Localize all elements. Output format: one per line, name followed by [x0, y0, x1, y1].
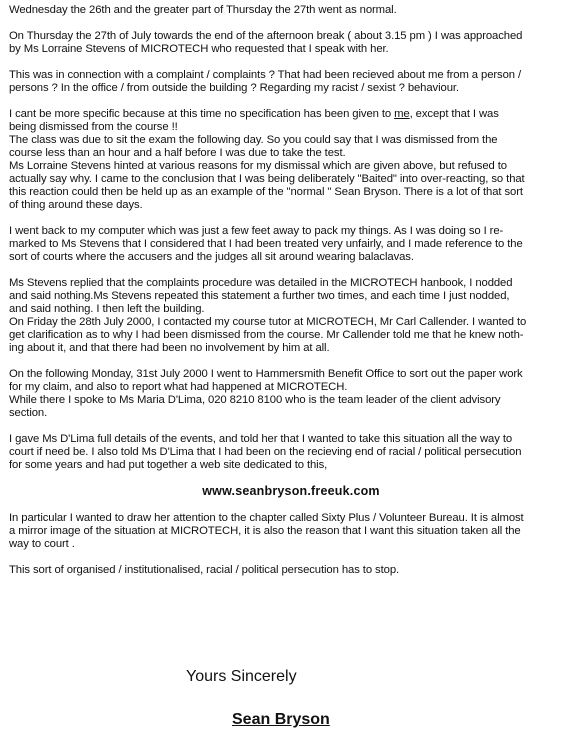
- text-line: persons ? In the office / from outside the building ? Regarding my racist / sexist ? behaviour.: [9, 82, 459, 94]
- text-segment: I cant be more specific because at this time no specification has been given to: [9, 108, 395, 120]
- signature-name: Sean Bryson: [232, 711, 330, 728]
- paragraph-1: [9, 4, 573, 17]
- text-line: marked to Ms Stevens that I considered that I had been treated very unfairly, and I made reference to the: [9, 238, 523, 250]
- paragraph-5: [9, 225, 573, 264]
- text-line: ing about it, and that there had been no involvement by him at all.: [9, 342, 330, 354]
- letter-body: [9, 4, 573, 590]
- paragraph-10: [9, 564, 573, 577]
- paragraph-6: [9, 277, 573, 355]
- text-line: I gave Ms D'Lima full details of the events, and told her that I wanted to take this situation all the way to: [9, 433, 513, 445]
- text-line: While there I spoke to Ms Maria D'Lima, 020 8210 8100 who is the team leader of the client advisory: [9, 394, 501, 406]
- text-line: This sort of organised / institutionalised, racial / political persecution has to stop.: [9, 564, 400, 576]
- text-line: On Thursday the 27th of July towards the end of the afternoon break ( about 3.15 pm ) I was approached: [9, 30, 523, 42]
- text-line: court if need be. I also told Ms D'Lima that I had been on the recieving end of racial / political persecution: [9, 446, 522, 458]
- paragraph-2: [9, 30, 573, 56]
- paragraph-4: [9, 108, 573, 212]
- text-line: for some years and had put together a web site dedicated to this,: [9, 459, 328, 471]
- text-line: On the following Monday, 31st July 2000 I went to Hammersmith Benefit Office to sort out the paper work: [9, 368, 523, 380]
- text-line: and said nothing. I then left the building.: [9, 303, 205, 315]
- text-line: a mirror image of the situation at MICROTECH, it is also the reason that I want this situation taken all the: [9, 525, 521, 537]
- text-line: On Friday the 28th July 2000, I contacted my course tutor at MICROTECH, Mr Carl Callender. I wanted to: [9, 316, 527, 328]
- text-line: I went back to my computer which was just a few feet away to pack my things. As I was doing so I re-: [9, 225, 504, 237]
- text-line: way to court .: [9, 538, 75, 550]
- text-line: Wednesday the 26th and the greater part of Thursday the 27th went as normal.: [9, 4, 397, 16]
- text-line: section.: [9, 407, 48, 419]
- paragraph-8: [9, 433, 573, 472]
- text-line: sort of courts where the accusers and the judges all sit around wearing balaclavas.: [9, 251, 414, 263]
- text-line: Ms Stevens replied that the complaints procedure was detailed in the MICROTECH hanbook, I nodded: [9, 277, 513, 289]
- text-line: The class was due to sit the exam the following day. So you could say that I was dismissed from the: [9, 134, 498, 146]
- text-line: actually say why. I came to the conclusion that I was being deliberately "Baited" into over-reacting, so that: [9, 173, 525, 185]
- text-line: for my claim, and also to report what had happened at MICROTECH.: [9, 381, 348, 393]
- sign-off: Yours Sincerely: [186, 668, 297, 685]
- text-line: Ms Lorraine Stevens hinted at various reasons for my dismissal which are given above, but refused to: [9, 160, 507, 172]
- text-line: being dismissed from the course !!: [9, 121, 178, 133]
- text-line: [9, 108, 573, 121]
- text-line: This was in connection with a complaint / complaints ? That had been recieved about me from a person /: [9, 69, 522, 81]
- text-line: In particular I wanted to draw her attention to the chapter called Sixty Plus / Volunteer Bureau. It is almost: [9, 512, 524, 524]
- text-segment: , except that I was: [409, 108, 499, 120]
- text-line: and said nothing.Ms Stevens repeated this statement a further two times, and each time I just nodded,: [9, 290, 510, 302]
- text-line: get clarification as to why I had been dismissed from the course. Mr Callender told me that he knew noth-: [9, 329, 524, 341]
- text-line: of thing around these days.: [9, 199, 143, 211]
- paragraph-3: [9, 69, 573, 95]
- text-line: by Ms Lorraine Stevens of MICROTECH who requested that I speak with her.: [9, 43, 389, 55]
- text-line: this reaction could then be held up as an example of the "normal " Sean Bryson. There is a lot of that sort: [9, 186, 523, 198]
- paragraph-9: [9, 512, 573, 551]
- text-line: course less than an hour and a half before I was due to take the test.: [9, 147, 346, 159]
- paragraph-7: [9, 368, 573, 420]
- underlined-word: me: [394, 108, 410, 120]
- website-address: www.seanbryson.freeuk.com: [202, 484, 380, 498]
